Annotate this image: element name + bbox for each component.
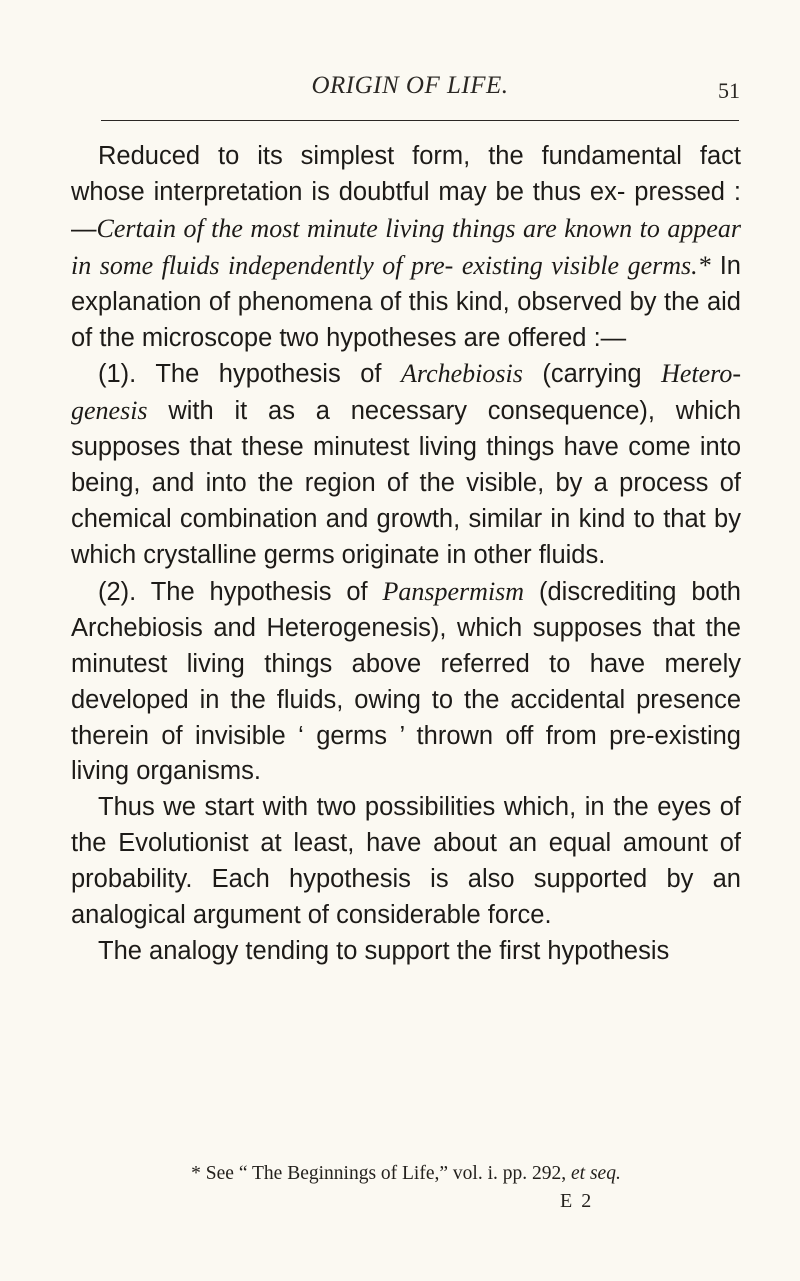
paragraph-fundamental-fact (71, 139, 741, 356)
signature-mark: E 2 (560, 1190, 594, 1212)
italic-proposition: Certain of the most minute living things are known to appear in some fluids independently of pre- existing visible germs.* (71, 213, 741, 280)
paragraph-archebiosis (71, 356, 741, 573)
paragraph-text: (discrediting both Archebiosis and Heterogenesis), which supposes that the minutest living things above referred to have merely developed in the fluids, owing to the accidental presence therein of invisible ‘ germs ’ thrown off from pre-existing living organisms. (71, 577, 741, 786)
page-number: 51 (718, 78, 740, 103)
paragraph-text: (carrying (522, 360, 662, 389)
footnote-text: * See “ The Beginnings of Life,” vol. i. pp. 292, (191, 1163, 571, 1184)
paragraph-panspermism (71, 574, 741, 790)
body-text (71, 139, 741, 970)
paragraph-text: with it as a necessary consequence), which supposes that these minutest living things have come into being, and into the region of the visible, by a process of chemical combination and growth, similar in kind to that by which crystalline germs originate in other fluids. (71, 397, 741, 569)
term-archebiosis: Archebiosis (401, 359, 523, 389)
footnote (71, 1163, 741, 1185)
paragraph-text: (1). The hypothesis of (98, 360, 402, 389)
footnote-et-seq: et seq. (571, 1163, 621, 1184)
paragraph-text: (2). The hypothesis of (98, 577, 383, 606)
paragraph-text: Reduced to its simplest form, the fundamental fact whose interpretation is doubtful may be thus ex- pressed :— (71, 142, 741, 243)
term-panspermism: Panspermism (382, 576, 525, 606)
paragraph-text: In explanation of phenomena of this kind, observed by the aid of the microscope two hypotheses are offered :— (71, 251, 741, 352)
page-header (80, 72, 740, 106)
running-head: ORIGIN OF LIFE. (311, 72, 509, 99)
term-heterogenesis: Hetero- genesis (71, 359, 741, 426)
header-rule (101, 120, 739, 121)
paragraph-analogy: The analogy tending to support the first hypothesis (98, 936, 670, 965)
paragraph-possibilities: Thus we start with two possibilities which, in the eyes of the Evolutionist at least, have about an equal amount of probability. Each hypothesis is also supported by an analogical argument of considerable force. (71, 793, 741, 930)
